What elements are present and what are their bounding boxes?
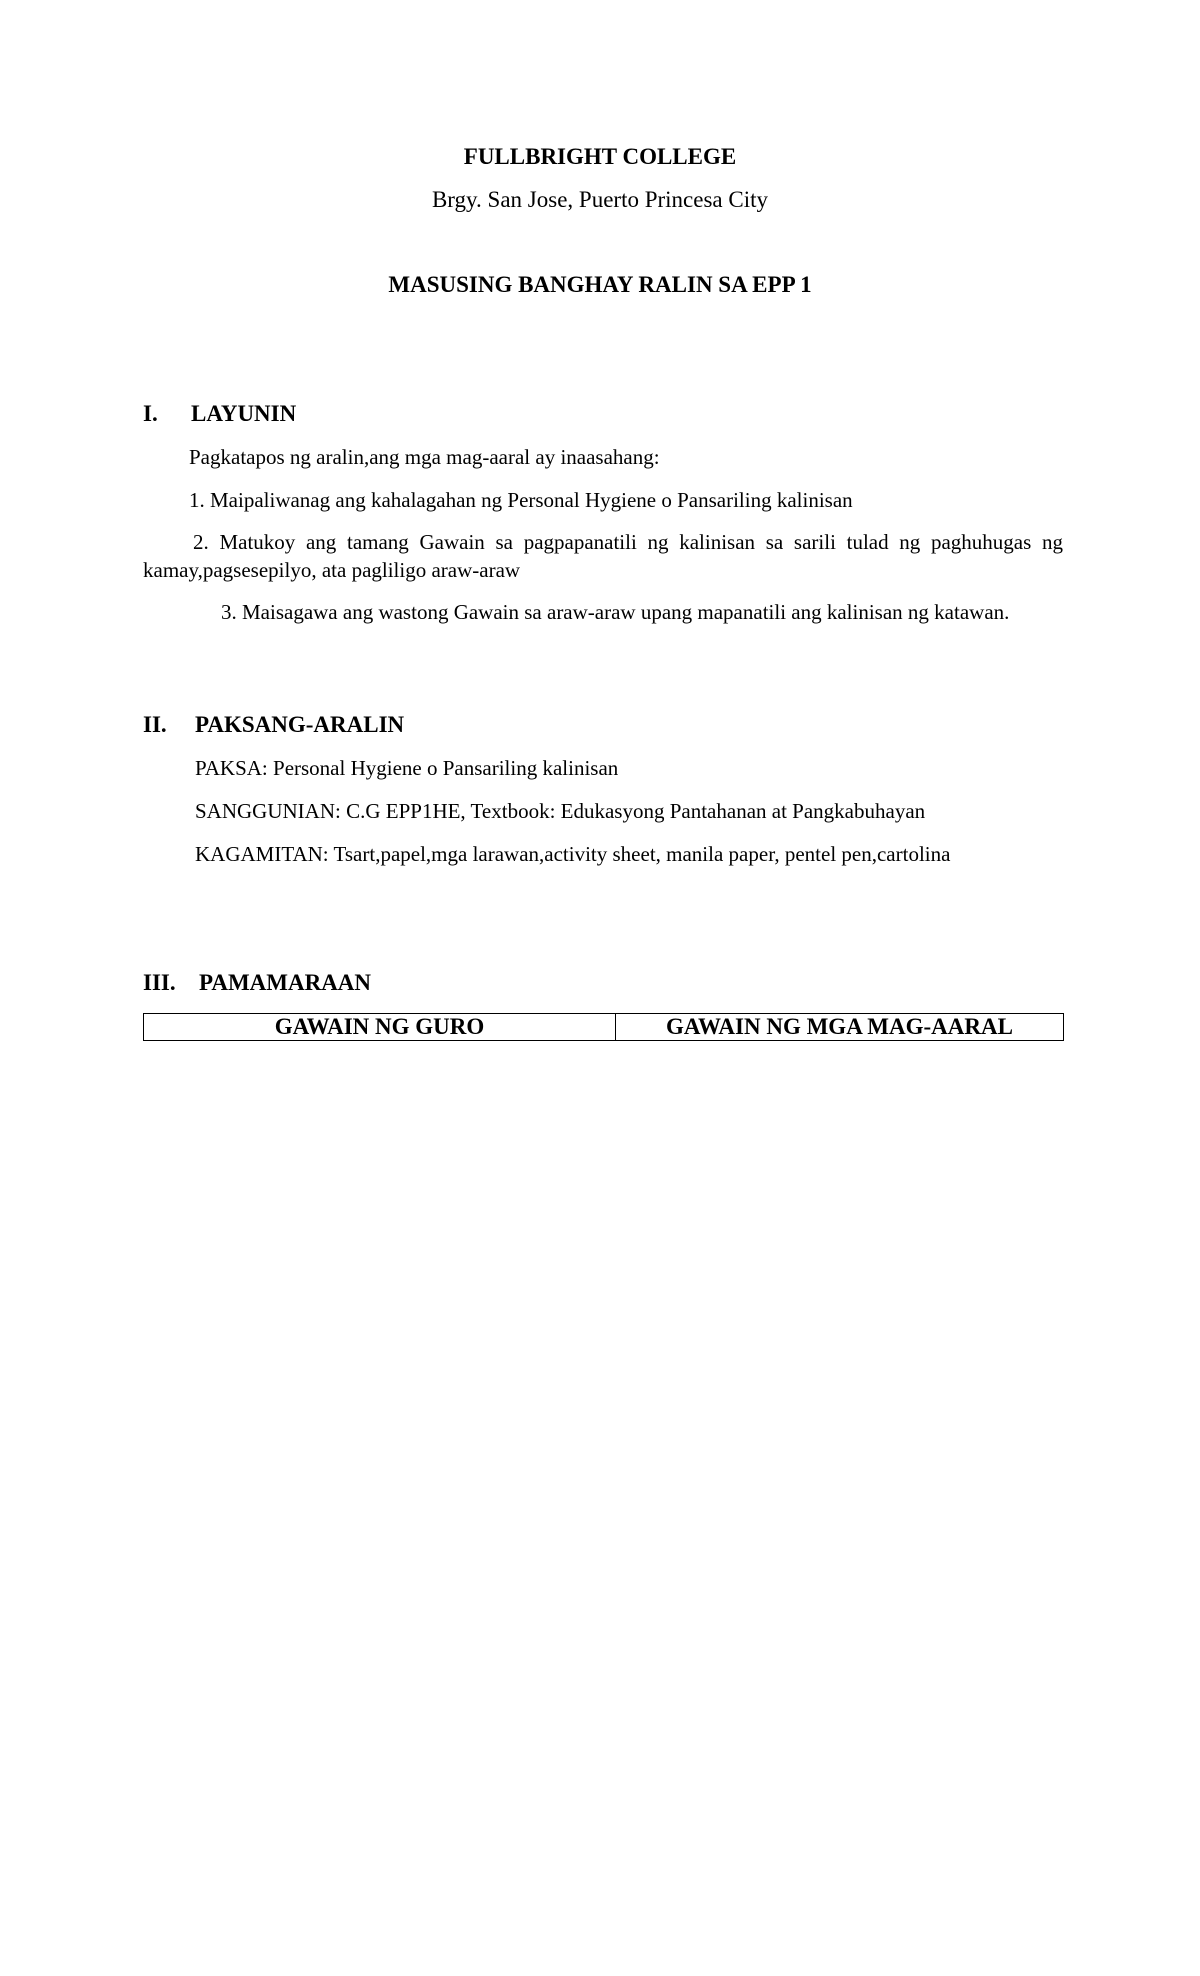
section-paksang-aralin-heading — [143, 711, 404, 739]
layunin-item-1: 1. Maipaliwanag ang kahalagahan ng Personal Hygiene o Pansariling kalinisan — [189, 488, 853, 512]
kagamitan-line: KAGAMITAN: Tsart,papel,mga larawan,activity sheet, manila paper, pentel pen,cartolina — [195, 842, 951, 866]
document-title: MASUSING BANGHAY RALIN SA EPP 1 — [388, 272, 812, 297]
section-title: PAMAMARAAN — [199, 970, 372, 995]
paksa-line: PAKSA: Personal Hygiene o Pansariling kalinisan — [195, 756, 619, 780]
section-layunin-heading — [143, 400, 296, 428]
layunin-intro: Pagkatapos ng aralin,ang mga mag-aaral ay inaasahang: — [189, 445, 660, 469]
layunin-item-3: 3. Maisagawa ang wastong Gawain sa araw-araw upang mapanatili ang kalinisan ng katawan. — [221, 600, 1010, 624]
section-number: III. — [143, 970, 176, 995]
pamamaraan-table — [143, 1013, 1064, 1041]
section-pamamaraan-heading — [143, 969, 371, 997]
section-number: II. — [143, 712, 167, 737]
table-header-guro: GAWAIN NG GURO — [144, 1014, 616, 1041]
layunin-item-2: 2. Matukoy ang tamang Gawain sa pagpapanatili ng kalinisan sa sarili tulad ng paghuhugas ng kamay,pagsesepilyo, ata pagliligo araw-araw — [143, 530, 1063, 582]
section-title: PAKSANG-ARALIN — [195, 712, 405, 737]
table-header-row — [144, 1014, 1064, 1041]
table-header-mag-aaral: GAWAIN NG MGA MAG-AARAL — [616, 1014, 1064, 1041]
sanggunian-line: SANGGUNIAN: C.G EPP1HE, Textbook: Edukasyong Pantahanan at Pangkabuhayan — [195, 799, 926, 823]
section-number: I. — [143, 401, 158, 426]
school-name: FULLBRIGHT COLLEGE — [463, 144, 737, 169]
section-title: LAYUNIN — [191, 401, 297, 426]
school-address: Brgy. San Jose, Puerto Princesa City — [431, 187, 769, 212]
